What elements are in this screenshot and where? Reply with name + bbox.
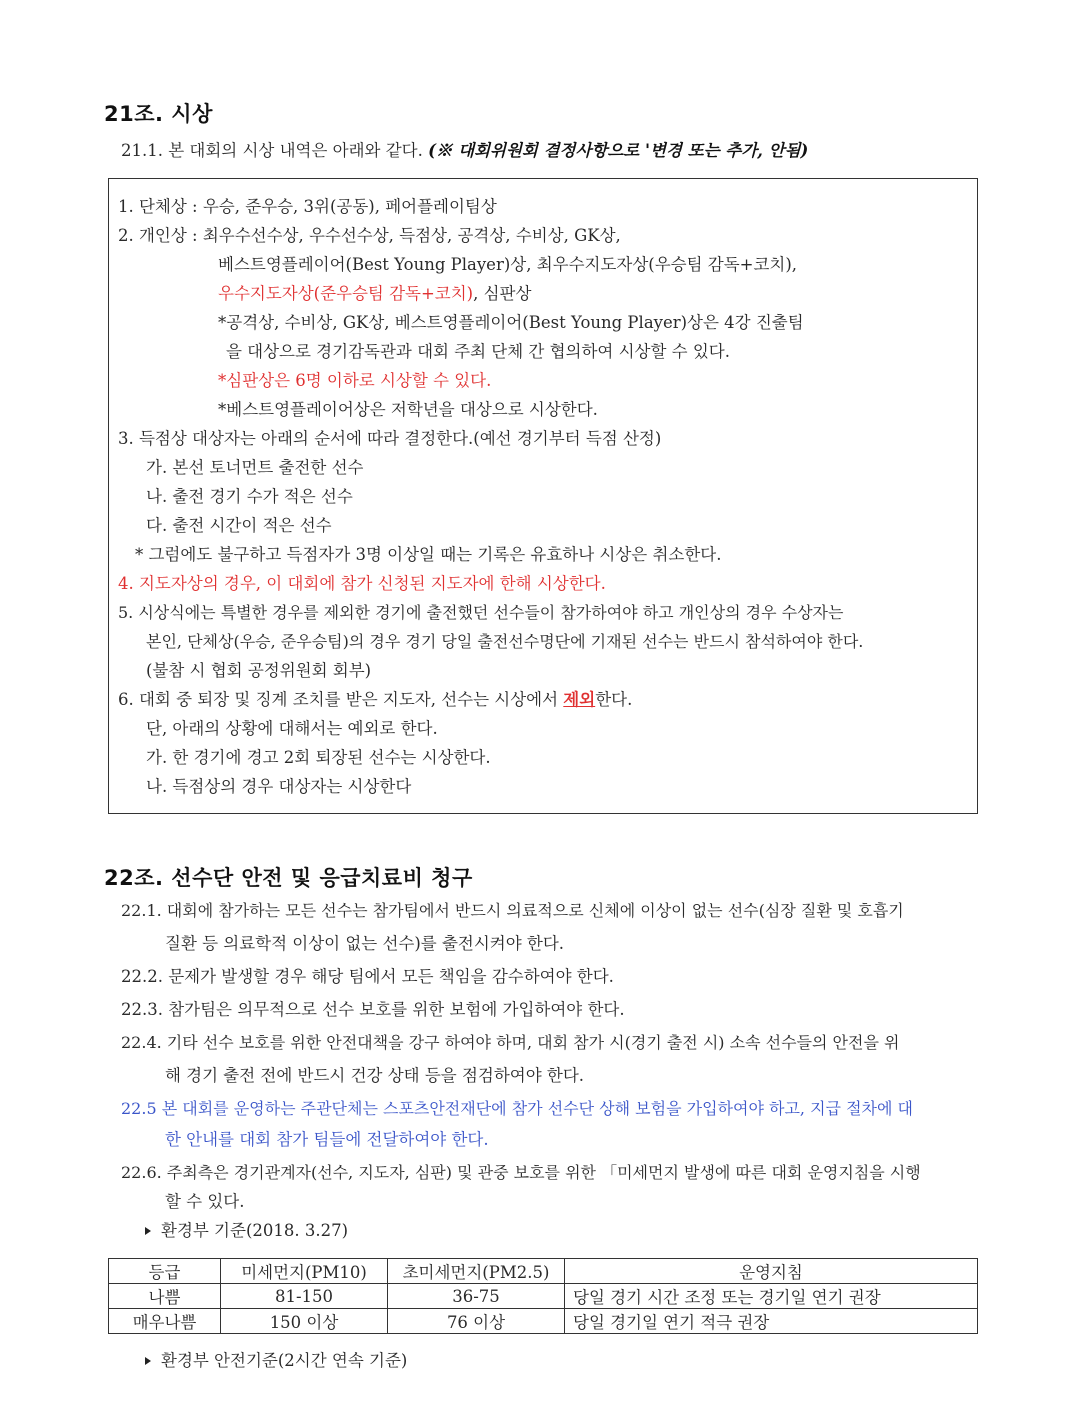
box-line: 2. 개인상 : 최우수선수상, 우수선수상, 득점상, 공격상, 수비상, GK상, [118, 226, 621, 245]
clause-line: 22.1. 대회에 참가하는 모든 선수는 참가팀에서 반드시 의료적으로 신체에 이상이 없는 선수(심장 질환 및 호흡기 [121, 901, 904, 920]
clause-line: 22.2. 문제가 발생할 경우 해당 팀에서 모든 책임을 감수하여야 한다. [121, 967, 614, 986]
box-text: , 심판상 [473, 284, 532, 303]
box-line [218, 284, 531, 304]
table-cell: 81-150 [221, 1284, 388, 1309]
triangle-bullet-icon [145, 1227, 151, 1235]
clause-line: 22.4. 기타 선수 보호를 위한 안전대책을 강구 하여야 하며, 대회 참가 시(경기 출전 시) 소속 선수들의 안전을 위 [121, 1033, 900, 1052]
box-line: 4. 지도자상의 경우, 이 대회에 참가 신청된 지도자에 한해 시상한다. [118, 574, 606, 593]
bullet-line [145, 1221, 348, 1241]
box-line: 가. 본선 토너먼트 출전한 선수 [146, 458, 364, 477]
box-line: *베스트영플레이어상은 저학년을 대상으로 시상한다. [218, 400, 598, 419]
section-21-intro [121, 141, 808, 161]
bullet-text: 환경부 안전기준(2시간 연속 기준) [161, 1351, 408, 1370]
intro-text: 21.1. 본 대회의 시상 내역은 아래와 같다. [121, 141, 423, 160]
table-header: 미세먼지(PM10) [221, 1259, 388, 1284]
box-line: 5. 시상식에는 특별한 경우를 제외한 경기에 출전했던 선수들이 참가하여야 하고 개인상의 경우 수상자는 [118, 603, 844, 622]
box-line: 다. 출전 시간이 적은 선수 [146, 516, 332, 535]
box-line: 을 대상으로 경기감독관과 대회 주최 단체 간 협의하여 시상할 수 있다. [226, 342, 730, 361]
clause-line: 한 안내를 대회 참가 팀들에 전달하여야 한다. [165, 1130, 489, 1149]
clause-line: 22.6. 주최측은 경기관계자(선수, 지도자, 심판) 및 관중 보호를 위한 「미세먼지 발생에 따른 대회 운영지침을 시행 [121, 1163, 921, 1182]
box-line: 가. 한 경기에 경고 2회 퇴장된 선수는 시상한다. [146, 748, 491, 767]
table-cell: 당일 경기일 연기 적극 권장 [565, 1309, 978, 1334]
table-cell: 나쁨 [109, 1284, 221, 1309]
table-cell: 150 이상 [221, 1309, 388, 1334]
box-line [118, 690, 632, 710]
table-header: 운영지침 [565, 1259, 978, 1284]
clause-line: 22.5 본 대회를 운영하는 주관단체는 스포츠안전재단에 참가 선수단 상해 보험을 가입하여야 하고, 지급 절차에 대 [121, 1099, 913, 1118]
clause-line: 22.3. 참가팀은 의무적으로 선수 보호를 위한 보험에 가입하여야 한다. [121, 1000, 625, 1019]
box-line: 단, 아래의 상황에 대해서는 예외로 한다. [146, 719, 438, 738]
section-22-title: 22조. 선수단 안전 및 응급치료비 청구 [104, 866, 473, 890]
box-line: 나. 득점상의 경우 대상자는 시상한다 [146, 777, 412, 796]
box-line: (불참 시 협회 공정위원회 회부) [146, 661, 372, 680]
box-line: 베스트영플레이어(Best Young Player)상, 최우수지도자상(우승팀 감독+코치), [218, 255, 798, 274]
box-line: * 그럼에도 불구하고 득점자가 3명 이상일 때는 기록은 유효하나 시상은 취소한다. [135, 545, 722, 564]
red-text: 우수지도자상(준우승팀 감독+코치) [218, 284, 474, 303]
clause-line: 질환 등 의료학적 이상이 없는 선수)를 출전시켜야 한다. [165, 934, 565, 953]
box-line: 나. 출전 경기 수가 적은 선수 [146, 487, 353, 506]
pm-table [108, 1258, 978, 1334]
bullet-text: 환경부 기준(2018. 3.27) [161, 1221, 349, 1240]
clause-line: 할 수 있다. [165, 1192, 245, 1211]
bullet-line [145, 1351, 407, 1371]
box-line: 본인, 단체상(우승, 준우승팀)의 경우 경기 당일 출전선수명단에 기재된 선수는 반드시 참석하여야 한다. [146, 632, 864, 651]
exclude-emphasis: 제외 [563, 690, 596, 709]
table-row [109, 1284, 978, 1309]
table-cell: 36-75 [388, 1284, 565, 1309]
table-header: 등급 [109, 1259, 221, 1284]
table-header-row [109, 1259, 978, 1284]
section-21-title: 21조. 시상 [104, 102, 213, 126]
intro-note: (※ 대회위원회 결정사항으로 '변경 또는 추가, 안됨) [428, 141, 809, 160]
box-line: *심판상은 6명 이하로 시상할 수 있다. [218, 371, 492, 390]
box-line: 1. 단체상 : 우승, 준우승, 3위(공동), 페어플레이팀상 [118, 197, 497, 216]
table-header: 초미세먼지(PM2.5) [388, 1259, 565, 1284]
table-row [109, 1309, 978, 1334]
box-text: 6. 대회 중 퇴장 및 징계 조치를 받은 지도자, 선수는 시상에서 [118, 690, 559, 709]
box-line: 3. 득점상 대상자는 아래의 순서에 따라 결정한다.(예선 경기부터 득점 산정) [118, 429, 662, 448]
table-cell: 당일 경기 시간 조정 또는 경기일 연기 권장 [565, 1284, 978, 1309]
clause-line: 해 경기 출전 전에 반드시 건강 상태 등을 점검하여야 한다. [165, 1066, 585, 1085]
table-cell: 76 이상 [388, 1309, 565, 1334]
box-text: 한다. [595, 690, 633, 709]
box-line: *공격상, 수비상, GK상, 베스트영플레이어(Best Young Player)상은 4강 진출팀 [218, 313, 804, 332]
triangle-bullet-icon [145, 1357, 151, 1365]
table-cell: 매우나쁨 [109, 1309, 221, 1334]
